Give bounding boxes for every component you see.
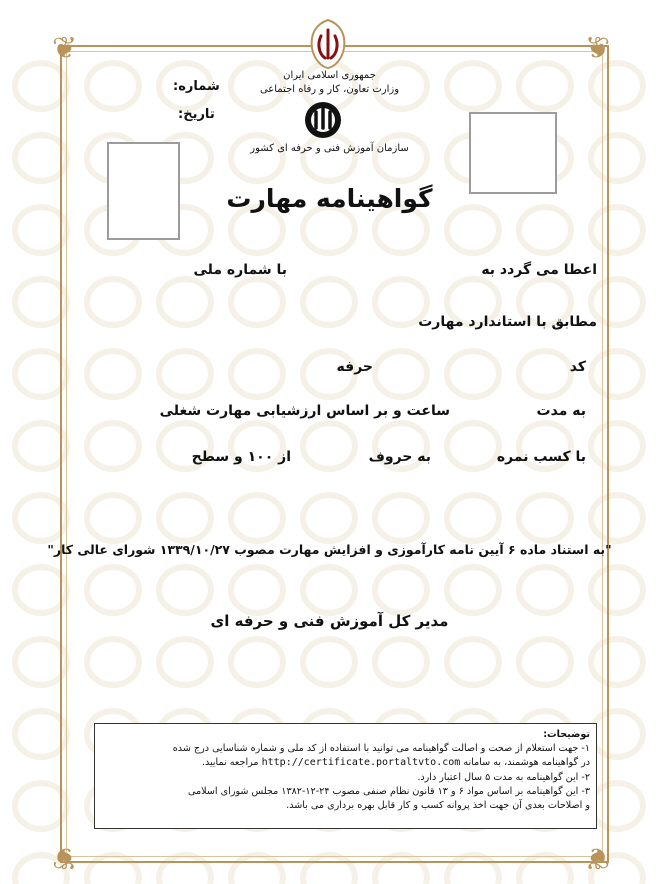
- awarded-to-label: اعطا می گردد به: [481, 262, 597, 278]
- signer-title: مدیر کل آموزش فنی و حرفه ای: [210, 612, 449, 630]
- score-words-label: به حروف: [368, 449, 431, 465]
- notes-title: توضیحات:: [543, 729, 590, 740]
- notes-box: [94, 723, 597, 829]
- trade-label: حرفه: [336, 359, 373, 375]
- hours-assessment-label: ساعت و بر اساس ارزشیابی مهارت شغلی: [159, 403, 450, 419]
- corner-ornament-icon: ❦: [52, 31, 78, 66]
- number-label: شماره:: [173, 79, 220, 94]
- level-label: از ۱۰۰ و سطح: [191, 449, 291, 465]
- date-label: تاریخ:: [178, 107, 215, 122]
- code-label: کد: [569, 359, 586, 375]
- ministry-title: وزارت تعاون، کار و رفاه اجتماعی: [259, 84, 400, 95]
- organization-name: سازمان آموزش فنی و حرفه ای کشور: [250, 143, 409, 154]
- note-line-2-pre: در گواهینامه هوشمند، به سامانه: [463, 757, 590, 769]
- note-line-5: و اصلاحات بعدی آن جهت اخذ پروانه کسب و کار قابل بهره برداری می باشد.: [286, 800, 590, 812]
- decree-statement: "به استناد ماده ۶ آیین نامه کارآموزی و افزایش مهارت مصوب ۱۳۳۹/۱۰/۲۷ شورای عالی کار": [47, 542, 612, 557]
- note-line-2-post: مراجعه نمایید.: [201, 757, 259, 769]
- national-id-label: با شماره ملی: [193, 262, 287, 278]
- duration-label: به مدت: [536, 403, 586, 419]
- score-label: با کسب نمره: [496, 449, 586, 465]
- note-line-1: ۱- جهت استعلام از صحت و اصالت گواهینامه می توانید با استفاده از کد ملی و شماره شناسایی درج شده: [172, 743, 590, 755]
- corner-ornament-icon: ❦: [585, 31, 611, 66]
- corner-ornament-icon: ❦: [52, 840, 78, 875]
- holder-photo-box: [469, 112, 557, 194]
- republic-title: جمهوری اسلامی ایران: [283, 70, 376, 81]
- tvto-logo-icon: [302, 100, 344, 140]
- verification-url-link[interactable]: http://certificate.portaltvto.com: [261, 757, 461, 769]
- note-line-3: ۲- این گواهینامه به مدت ۵ سال اعتبار دارد.: [417, 771, 590, 783]
- note-line-2: [101, 756, 590, 770]
- note-line-4: ۳- این گواهینامه بر اساس مواد ۶ و ۱۳ قانون نظام صنفی مصوب ۲۴-۱۲-۱۳۸۲ مجلس شورای اسلامی: [188, 785, 590, 797]
- standard-label: مطابق با استاندارد مهارت: [418, 314, 597, 330]
- iran-emblem-icon: [306, 18, 350, 70]
- certificate-title: گواهینامه مهارت: [226, 184, 433, 213]
- corner-ornament-icon: ❦: [585, 840, 611, 875]
